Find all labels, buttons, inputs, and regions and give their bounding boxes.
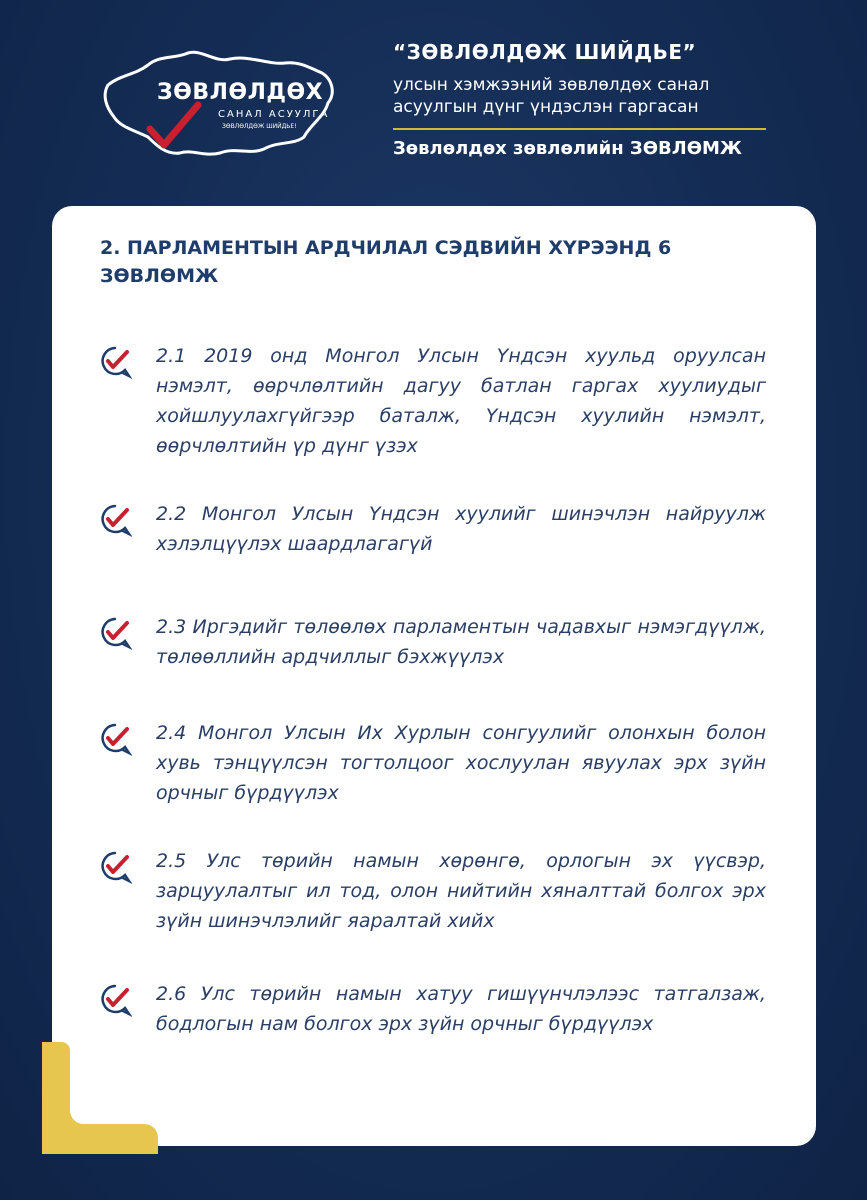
header	[393, 40, 773, 159]
check-bubble-icon	[98, 722, 132, 756]
check-bubble-icon	[98, 616, 132, 650]
logo-subtitle: САНАЛ АСУУЛГА	[218, 109, 330, 120]
recommendation-text: 2.6 Улс төрийн намын хатуу гишүүнчлэлээс татгалзаж, бодлогын нам болгох эрх зүйн орчныг бүрдүүлэх	[156, 983, 766, 1035]
header-subtitle: Зөвлөлдөх зөвлөлийн ЗӨВЛӨМЖ	[393, 138, 742, 159]
header-title: “ЗӨВЛӨЛДӨЖ ШИЙДЬЕ”	[393, 40, 697, 64]
recommendation-text: 2.1 2019 онд Монгол Улсын Үндсэн хуульд оруулсан нэмэлт, өөрчлөлтийн дагуу батлан гаргах хуулиудыг хойшлуулахгүйгээр баталж, Үндсэн хуулийн нэмэлт, өөрчлөлтийн үр дүнг үзэх	[156, 345, 766, 457]
recommendation-text: 2.2 Монгол Улсын Үндсэн хуулийг шинэчлэн найруулж хэлэлцүүлэх шаардлагагүй	[156, 503, 766, 555]
recommendation-text: 2.5 Улс төрийн намын хөрөнгө, орлогын эх үүсвэр, зарцуулалтыг ил тод, олон нийтийн хяналттай болгох эрх зүйн шинэчлэлийг яаралтай хийх	[156, 850, 766, 932]
gold-corner-decoration	[40, 1040, 160, 1156]
check-bubble-icon	[98, 850, 132, 884]
recommendation-text: 2.3 Иргэдийг төлөөлөх парламентын чадавхыг нэмэгдүүлж, төлөөллийн ардчиллыг бэхжүүлэх	[156, 616, 766, 668]
section-title: 2. ПАРЛАМЕНТЫН АРДЧИЛАЛ СЭДВИЙН ХҮРЭЭНД 6 ЗӨВЛӨМЖ	[100, 237, 672, 287]
check-bubble-icon	[98, 345, 132, 379]
check-bubble-icon	[98, 983, 132, 1017]
content-card	[52, 206, 816, 1146]
logo-tagline: ЗӨВЛӨЛДӨЖ ШИЙДЬЕ!	[222, 123, 297, 130]
header-divider	[393, 128, 766, 130]
mongolia-map-outline-icon	[100, 45, 340, 165]
recommendation-text: 2.4 Монгол Улсын Их Хурлын сонгуулийг олонхын болон хувь тэнцүүлсэн тогтолцоог хослуулан явуулах эрх зүйн орчныг бүрдүүлэх	[156, 722, 766, 804]
logo-title: ЗӨВЛӨЛДӨХ	[157, 80, 324, 105]
check-bubble-icon	[98, 503, 132, 537]
logo	[100, 45, 340, 165]
header-description: улсын хэмжээний зөвлөлдөх санал асуулгын дүнг үндэслэн гаргасан	[393, 75, 710, 117]
